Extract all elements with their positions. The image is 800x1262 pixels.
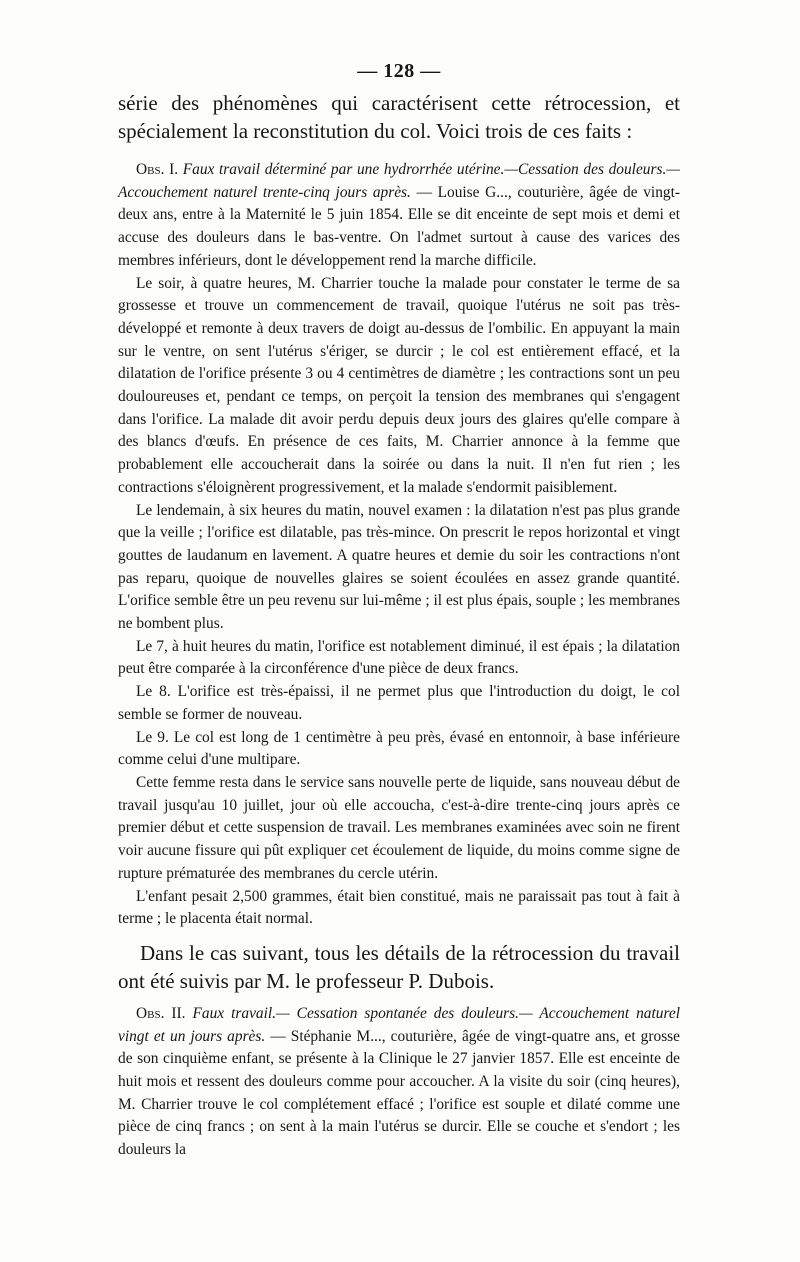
observation-1-label: Obs. I. [136, 161, 179, 178]
spacer [118, 931, 680, 939]
page-number: — 128 — [357, 60, 441, 82]
body-paragraph: Le 9. Le col est long de 1 centimètre à peu près, évasé en entonnoir, à base inférieure comme celui d'une multipare. [118, 728, 680, 769]
body-paragraph: Le lendemain, à six heures du matin, nouvel examen : la dilatation n'est pas plus grande que la veille ; l'orifice est dilatable, pas très-mince. On prescrit le repos horizontal et vingt gouttes de laudanum en lavement. A quatre heures et demie du soir les contractions n'ont pas reparu, quoique de nouvelles glaires se soient écoulées en assez grande quantité. L'orifice semble être un peu revenu sur lui-même ; il est plus épais, souple ; les membranes ne bombent plus. [118, 501, 680, 633]
observation-1-paragraph [118, 159, 680, 273]
body-paragraph: L'enfant pesait 2,500 grammes, était bien constitué, mais ne paraissait pas tout à fait à terme ; le placenta était normal. [118, 887, 680, 928]
observation-2-title: Faux travail.— Cessation spontanée des douleurs.— Accouchement naturel vingt et un jours après. [118, 1004, 680, 1045]
spacer [118, 995, 680, 1003]
body-paragraph: Cette femme resta dans le service sans nouvelle perte de liquide, sans nouveau début de travail jusqu'au 10 juillet, jour où elle accoucha, c'est-à-dire trente-cinq jours après ce premier début et cette suspension de travail. Les membranes examinées avec soin ne firent voir aucune fissure qui pût expliquer cet écoulement de liquide, du moins comme signe de rupture prématurée des membranes du cercle utérin. [118, 773, 680, 882]
body-paragraph: Le 8. L'orifice est très-épaissi, il ne permet plus que l'introduction du doigt, le col semble se former de nouveau. [118, 683, 680, 723]
body-paragraph: Le 7, à huit heures du matin, l'orifice est notablement diminué, il est épais ; la dilatation peut être comparée à la circonférence d'une pièce de deux francs. [118, 637, 680, 678]
spacer [118, 145, 680, 159]
document-page [118, 60, 680, 1162]
transition-paragraph: Dans le cas suivant, tous les détails de la rétrocession du travail ont été suivis par M. le professeur P. Dubois. [118, 940, 680, 993]
observation-1-body: — Louise G..., couturière, âgée de vingt-deux ans, entre à la Maternité le 5 juin 1854. Elle se dit enceinte de sept mois et demi et accuse des douleurs dans le bas-ventre. On l'admet surtout à cause des varices des membres inférieurs, dont le développement rend la marche difficile. [118, 183, 680, 269]
intro-paragraph: série des phénomènes qui caractérisent cette rétrocession, et spécialement la reconstitution du col. Voici trois de ces faits : [118, 91, 680, 143]
observation-2-paragraph [118, 1003, 680, 1162]
observation-1-title: Faux travail déterminé par une hydrorrhée utérine.—Cessation des douleurs.—Accouchement naturel trente-cinq jours après. [118, 161, 680, 201]
observation-2-body: — Stéphanie M..., couturière, âgée de vingt-quatre ans, et grosse de son cinquième enfant, se présente à la Clinique le 27 janvier 1857. Elle est enceinte de huit mois et ressent des douleurs comme pour accoucher. A la visite du soir (cinq heures), M. Charrier trouve le col complétement effacé ; l'orifice est souple et dilaté comme une pièce de cinq francs ; on sent à la main l'utérus se durcir. Elle se couche et s'endort ; les douleurs la [118, 1027, 681, 1159]
observation-2-label: Obs. II. [136, 1004, 186, 1022]
body-paragraph: Le soir, à quatre heures, M. Charrier touche la malade pour constater le terme de sa grossesse et trouve un commencement de travail, quoique l'utérus ne soit pas très-développé et remonte à deux travers de doigt au-dessus de l'ombilic. En appuyant la main sur le ventre, on sent l'utérus s'ériger, se durcir ; le col est entièrement effacé, et la dilatation de l'orifice présente 3 ou 4 centimètres de diamètre ; les contractions sont un peu douloureuses et, pendant ce temps, on perçoit la tension des membranes qui s'engagent dans l'orifice. La malade dit avoir perdu depuis deux jours des glaires qu'elle compare à des blancs d'œufs. En présence de ces faits, M. Charrier annonce à la femme que probablement elle accoucherait dans la soirée ou dans la nuit. Il n'en fut rien ; les contractions s'éloignèrent progressivement, et la malade s'endormit paisiblement. [118, 274, 680, 496]
